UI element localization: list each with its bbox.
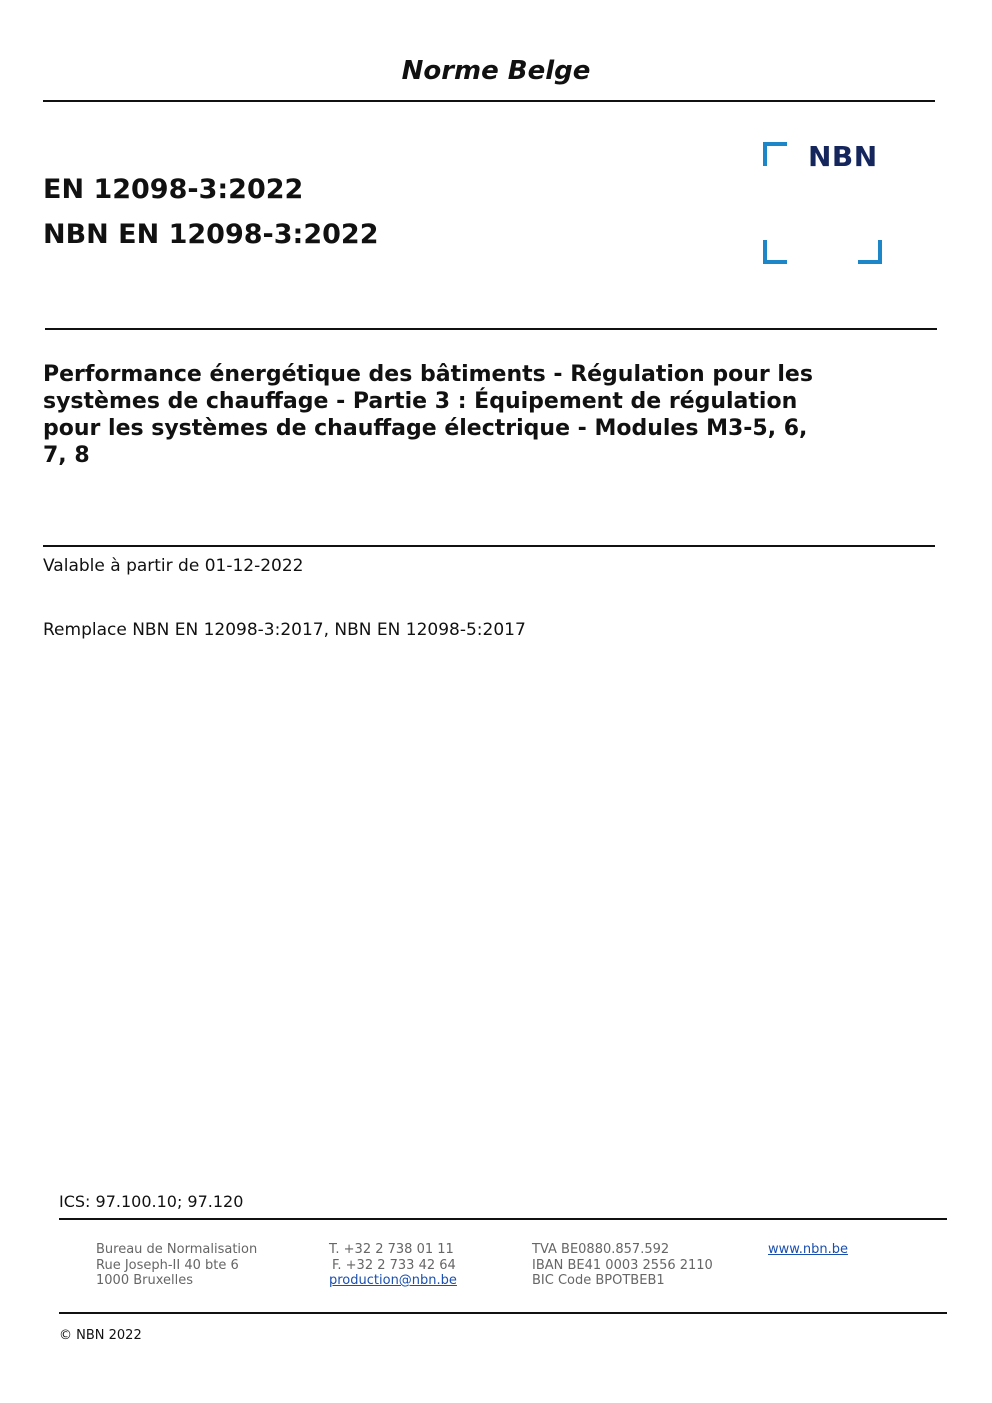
address-line: Bureau de Normalisation	[96, 1242, 258, 1257]
title-line: pour les systèmes de chauffage électrique - Modules M3-5, 6,	[43, 416, 808, 441]
codes-divider	[45, 328, 937, 330]
footer-top-divider	[59, 1218, 947, 1220]
email-link[interactable]: production@nbn.be	[329, 1273, 457, 1288]
logo-text: NBN	[808, 140, 878, 173]
header-title: Norme Belge	[401, 56, 591, 86]
footer-address	[96, 1242, 257, 1289]
logo-corner-top-left	[763, 142, 787, 166]
title-line: 7, 8	[43, 443, 90, 468]
nbn-code: NBN EN 12098-3:2022	[43, 219, 379, 250]
title-line: Performance énergétique des bâtiments - Régulation pour les	[43, 362, 813, 387]
logo-corner-bottom-right	[858, 240, 882, 264]
title-divider	[43, 545, 935, 547]
en-code: EN 12098-3:2022	[43, 174, 304, 205]
footer-bottom-divider	[59, 1312, 947, 1314]
title-line: systèmes de chauffage - Partie 3 : Équipement de régulation	[43, 389, 798, 414]
replaces: Remplace NBN EN 12098-3:2017, NBN EN 12098-5:2017	[43, 620, 526, 640]
bank-line: BIC Code BPOTBEB1	[532, 1273, 665, 1288]
footer-contact	[329, 1242, 457, 1289]
ics-codes: ICS: 97.100.10; 97.120	[59, 1192, 244, 1211]
logo-corner-bottom-left	[763, 240, 787, 264]
bank-line: IBAN BE41 0003 2556 2110	[532, 1257, 713, 1273]
address-line: 1000 Bruxelles	[96, 1273, 194, 1288]
nbn-logo	[760, 140, 886, 266]
address-line: Rue Joseph-II 40 bte 6	[96, 1257, 239, 1273]
copyright: © NBN 2022	[59, 1328, 142, 1343]
footer-web	[768, 1242, 848, 1258]
footer-bank	[532, 1242, 713, 1289]
website-link[interactable]: www.nbn.be	[768, 1242, 848, 1257]
valid-from: Valable à partir de 01-12-2022	[43, 556, 304, 576]
fax: F. +32 2 733 42 64	[332, 1257, 456, 1273]
header-divider	[43, 100, 935, 102]
phone: T. +32 2 738 01 11	[329, 1242, 454, 1257]
document-title	[43, 361, 903, 469]
bank-line: TVA BE0880.857.592	[532, 1242, 670, 1257]
